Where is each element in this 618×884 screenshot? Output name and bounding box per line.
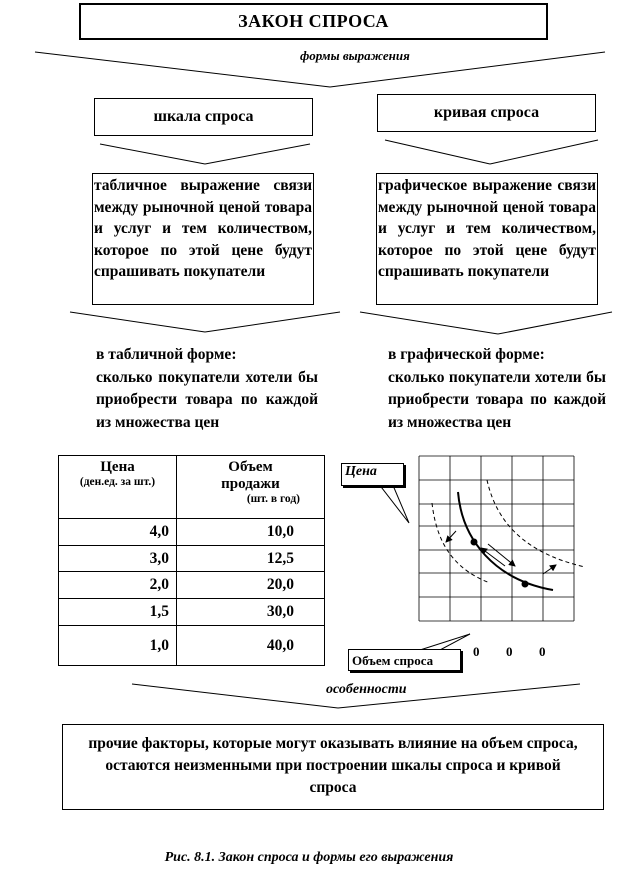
features-box (62, 724, 604, 810)
features-text: прочие факторы, которые могут оказывать влияние на объем спроса, остаются неизменными при построении шкалы спроса и кривой спроса (88, 735, 578, 796)
graphic-form-intro: в графической форме: (388, 346, 545, 363)
curve-point-b (522, 581, 529, 588)
tabular-form-text: сколько покупатели хотели бы приобрести товара по каждой из множества цен (96, 368, 318, 431)
volume-axis-label: Объем спроса (352, 653, 434, 668)
volume-header: Объем продажи (221, 459, 280, 492)
demand-schedule-description: табличное выражение связи между рыночной ценой товара и услуг и тем количеством, которое по этой цене будут спрашивать покупатели (94, 177, 312, 280)
demand-curve-shift-right (487, 480, 585, 567)
price-cell: 1,5 (59, 599, 177, 626)
price-axis-label: Цена (345, 464, 377, 479)
tick-label: 0 (539, 644, 546, 659)
price-callout-tail (378, 483, 409, 523)
price-header: Цена (100, 459, 135, 475)
figure-caption: Рис. 8.1. Закон спроса и формы его выражения (164, 850, 454, 865)
volume-cell: 10,0 (177, 519, 325, 546)
tick-label: 0 (506, 644, 513, 659)
tabular-form-intro: в табличной форме: (96, 346, 237, 363)
forms-label: формы выражения (300, 48, 410, 63)
volume-cell: 12,5 (177, 546, 325, 572)
price-cell: 1,0 (59, 626, 177, 666)
demand-curve-description: графическое выражение связи между рыночной ценой товара и услуг и тем количеством, которое по этой цене будут спрашивать покупатели (378, 177, 596, 280)
volume-unit: (шт. в год) (246, 493, 300, 505)
diagram-title: ЗАКОН СПРОСА (238, 11, 389, 31)
price-cell: 3,0 (59, 546, 177, 572)
tick-label: 0 (473, 644, 480, 659)
volume-cell: 30,0 (177, 599, 325, 626)
demand-curve-heading: кривая спроса (433, 104, 540, 121)
demand-schedule-heading: шкала спроса (153, 108, 254, 125)
features-label: особенности (326, 682, 407, 697)
volume-callout-tail (420, 634, 470, 650)
price-unit: (ден.ед. за шт.) (79, 476, 156, 488)
price-callout (341, 463, 404, 486)
volume-callout (348, 649, 461, 671)
price-cell: 4,0 (59, 519, 177, 546)
volume-cell: 40,0 (177, 626, 325, 666)
price-cell: 2,0 (59, 572, 177, 599)
volume-cell: 20,0 (177, 572, 325, 599)
graph-grid (419, 456, 574, 621)
shift-arrow-left (446, 531, 456, 542)
graphic-form-text: сколько покупатели хотели бы приобрести товара по каждой из множества цен (388, 368, 606, 431)
curve-point-a (471, 539, 478, 546)
